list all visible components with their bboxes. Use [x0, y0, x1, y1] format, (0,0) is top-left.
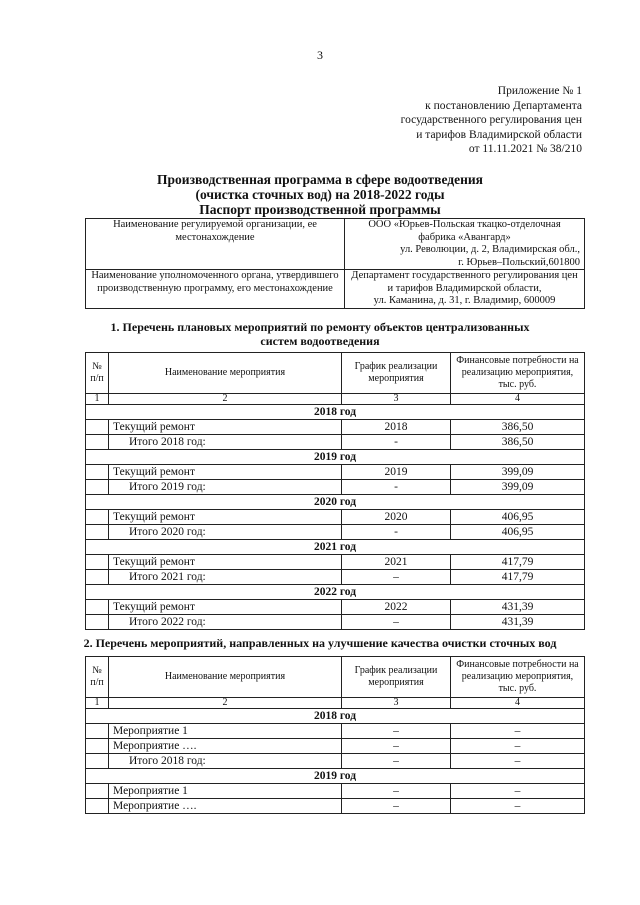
header-name: Наименование мероприятия	[109, 657, 342, 698]
passport-value-line: фабрика «Авангард»	[418, 231, 511, 243]
total-amount: 417,79	[451, 570, 585, 585]
header-num: № п/п	[86, 353, 109, 394]
total-row	[86, 435, 585, 450]
num-cell	[86, 555, 109, 570]
item-name: Мероприятие ….	[109, 739, 342, 754]
title-line: Паспорт производственной программы	[199, 202, 441, 217]
passport-table	[85, 218, 585, 309]
total-schedule: -	[342, 480, 451, 495]
passport-value-line: и тарифов Владимирской области,	[387, 282, 542, 294]
year-label: 2020 год	[86, 495, 585, 510]
passport-row-authority	[86, 270, 585, 309]
item-schedule: 2020	[342, 510, 451, 525]
total-schedule: –	[342, 754, 451, 769]
num-cell	[86, 420, 109, 435]
item-schedule: –	[342, 784, 451, 799]
appendix-line: государственного регулирования цен	[400, 114, 582, 127]
quality-events-table	[85, 656, 585, 814]
appendix-line: от 11.11.2021 № 38/210	[468, 143, 582, 156]
total-label: Итого 2019 год:	[109, 480, 342, 495]
table-row	[86, 510, 585, 525]
item-amount: –	[451, 799, 585, 814]
table-row	[86, 739, 585, 754]
total-amount: 399,09	[451, 480, 585, 495]
item-schedule: –	[342, 724, 451, 739]
total-schedule: -	[342, 435, 451, 450]
total-row	[86, 525, 585, 540]
header-finance: Финансовые потребности на реализацию мероприятия, тыс. руб.	[451, 657, 585, 698]
table-row	[86, 555, 585, 570]
col-number: 2	[109, 394, 342, 405]
year-label: 2021 год	[86, 540, 585, 555]
item-amount: 431,39	[451, 600, 585, 615]
total-label: Итого 2018 год:	[109, 754, 342, 769]
section-title-line: систем водоотведения	[260, 334, 380, 348]
item-amount: –	[451, 724, 585, 739]
col-number: 1	[86, 698, 109, 709]
title-line: Производственная программа в сфере водоотведения	[157, 172, 483, 187]
num-cell	[86, 570, 109, 585]
total-label: Итого 2022 год:	[109, 615, 342, 630]
year-label: 2018 год	[86, 709, 585, 724]
col-number: 3	[342, 394, 451, 405]
table-row	[86, 420, 585, 435]
year-label: 2019 год	[86, 450, 585, 465]
col-number: 3	[342, 698, 451, 709]
total-amount: –	[451, 754, 585, 769]
table-row	[86, 600, 585, 615]
header-name: Наименование мероприятия	[109, 353, 342, 394]
total-schedule: -	[342, 525, 451, 540]
col-number: 4	[451, 698, 585, 709]
item-amount: 386,50	[451, 420, 585, 435]
column-number-row	[86, 698, 585, 709]
item-name: Мероприятие ….	[109, 799, 342, 814]
item-schedule: –	[342, 799, 451, 814]
column-number-row	[86, 394, 585, 405]
item-name: Мероприятие 1	[109, 724, 342, 739]
title-line: (очистка сточных вод) на 2018-2022 годы	[195, 187, 445, 202]
num-cell	[86, 480, 109, 495]
total-amount: 431,39	[451, 615, 585, 630]
section-title-line: 1. Перечень плановых мероприятий по ремонту объектов централизованных	[110, 320, 530, 334]
num-cell	[86, 435, 109, 450]
appendix-line: и тарифов Владимирской области	[416, 128, 582, 141]
total-schedule: –	[342, 570, 451, 585]
col-number: 2	[109, 698, 342, 709]
item-amount: –	[451, 784, 585, 799]
total-label: Итого 2020 год:	[109, 525, 342, 540]
item-amount: 399,09	[451, 465, 585, 480]
num-cell	[86, 724, 109, 739]
passport-value	[345, 270, 585, 309]
year-row	[86, 585, 585, 600]
item-schedule: 2021	[342, 555, 451, 570]
col-number: 4	[451, 394, 585, 405]
document-title	[0, 172, 640, 217]
passport-label: Наименование регулируемой организации, ее местонахождение	[86, 219, 345, 270]
item-name: Текущий ремонт	[109, 510, 342, 525]
item-name: Текущий ремонт	[109, 600, 342, 615]
total-row	[86, 570, 585, 585]
year-row	[86, 769, 585, 784]
item-name: Текущий ремонт	[109, 420, 342, 435]
table-row	[86, 724, 585, 739]
header-finance: Финансовые потребности на реализацию мероприятия, тыс. руб.	[451, 353, 585, 394]
page-number: 3	[317, 48, 323, 62]
total-amount: 406,95	[451, 525, 585, 540]
num-cell	[86, 784, 109, 799]
item-schedule: –	[342, 739, 451, 754]
item-name: Текущий ремонт	[109, 555, 342, 570]
total-label: Итого 2018 год:	[109, 435, 342, 450]
table-header-row	[86, 353, 585, 394]
passport-value-line: Департамент государственного регулирования цен	[351, 270, 578, 281]
num-cell	[86, 754, 109, 769]
year-row	[86, 540, 585, 555]
passport-row-organization	[86, 219, 585, 270]
total-amount: 386,50	[451, 435, 585, 450]
table-row	[86, 465, 585, 480]
appendix-block	[352, 84, 582, 157]
num-cell	[86, 465, 109, 480]
table-row	[86, 799, 585, 814]
item-amount: 406,95	[451, 510, 585, 525]
num-cell	[86, 510, 109, 525]
passport-value-line: ул. Каманина, д. 31, г. Владимир, 600009	[373, 295, 556, 306]
year-label: 2018 год	[86, 405, 585, 420]
num-cell	[86, 739, 109, 754]
total-row	[86, 480, 585, 495]
num-cell	[86, 525, 109, 540]
year-label: 2022 год	[86, 585, 585, 600]
num-cell	[86, 799, 109, 814]
item-name: Мероприятие 1	[109, 784, 342, 799]
year-row	[86, 405, 585, 420]
appendix-line: к постановлению Департамента	[425, 99, 582, 112]
total-row	[86, 615, 585, 630]
repair-events-table	[85, 352, 585, 630]
item-schedule: 2018	[342, 420, 451, 435]
num-cell	[86, 600, 109, 615]
passport-label: Наименование уполномоченного органа, утвердившего производственную программу, его местонахождение	[86, 270, 345, 309]
item-amount: 417,79	[451, 555, 585, 570]
total-schedule: –	[342, 615, 451, 630]
section2-title: 2. Перечень мероприятий, направленных на улучшение качества очистки сточных вод	[83, 636, 557, 650]
header-num: № п/п	[86, 657, 109, 698]
item-schedule: 2019	[342, 465, 451, 480]
header-schedule: График реализации мероприятия	[342, 353, 451, 394]
appendix-line: Приложение № 1	[497, 85, 582, 97]
item-name: Текущий ремонт	[109, 465, 342, 480]
year-label: 2019 год	[86, 769, 585, 784]
table-row	[86, 784, 585, 799]
total-row	[86, 754, 585, 769]
year-row	[86, 495, 585, 510]
table-header-row	[86, 657, 585, 698]
col-number: 1	[86, 394, 109, 405]
year-row	[86, 709, 585, 724]
passport-value-line: ул. Революции, д. 2, Владимирская обл.,	[400, 244, 580, 255]
passport-value-line: ООО «Юрьев-Польская ткацко-отделочная	[368, 219, 561, 230]
total-label: Итого 2021 год:	[109, 570, 342, 585]
num-cell	[86, 615, 109, 630]
passport-value-line: г. Юрьев–Польский,601800	[458, 256, 580, 268]
passport-value	[345, 219, 585, 270]
header-schedule: График реализации мероприятия	[342, 657, 451, 698]
year-row	[86, 450, 585, 465]
section1-title	[0, 320, 640, 348]
item-schedule: 2022	[342, 600, 451, 615]
item-amount: –	[451, 739, 585, 754]
